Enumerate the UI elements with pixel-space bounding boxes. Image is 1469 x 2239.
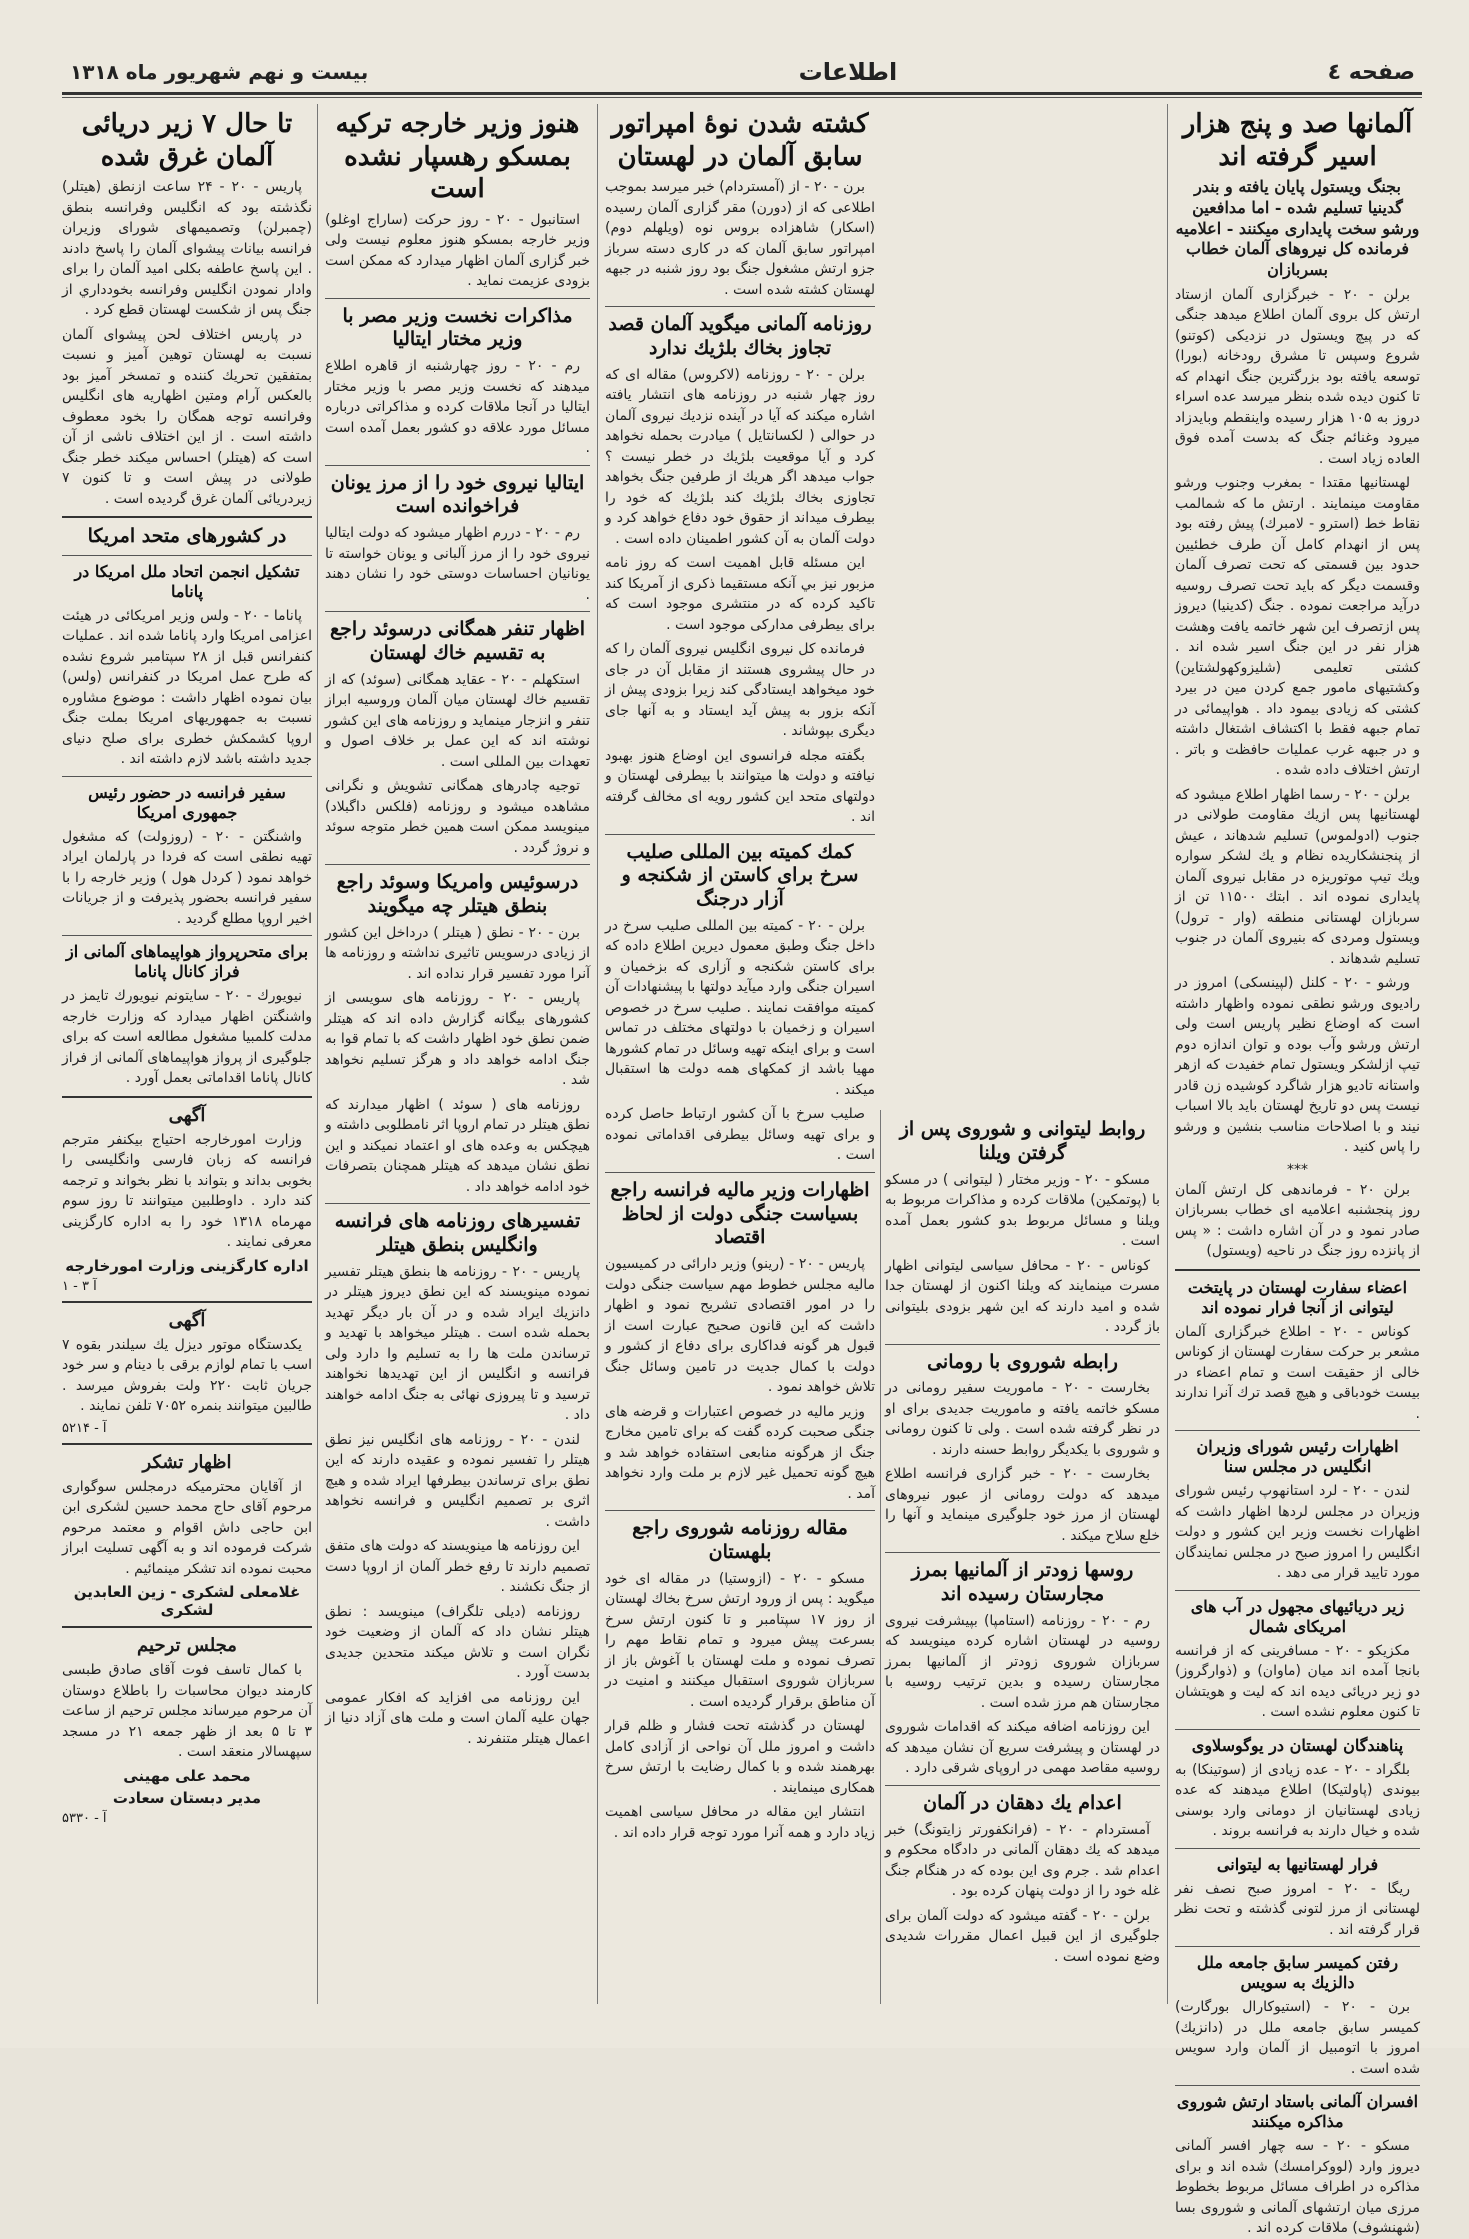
ad-number: آ - ۵۳۳۰ [62, 1810, 107, 1826]
headline-embassy: اعضاء سفارت لهستان در پايتخت ليتوانى از آنجا فرار نموده اند [1187, 1277, 1408, 1317]
column-rule [317, 104, 318, 2004]
headline-british-pm: اظهارات رئيس شوراى وزيران انگليس در مجلس سنا [1196, 1437, 1399, 1477]
divider [1175, 1848, 1420, 1849]
ad-number: آ - ۵۲۱۴ [62, 1420, 107, 1436]
headline-grandson: كشته شدن نوهٔ امپراتور سابق آلمان در لهستان [611, 109, 869, 172]
headline-belgium: روزنامه آلمانى ميگويد آلمان قصد تجاوز بخاك بلژيك ندارد [608, 313, 872, 359]
article-text: روزنامه هاى ( سوئد ) اظهار ميدارند كه نطق هيتلر در تمام اروپا اثر نامطلوبى داشته و هيچكس به وعده هاى او اعتماد نميكند و اين نطق نشان ميدهد كه هيتلر همچنان بتصرفات خود ادامه خواهد داد . [325, 1096, 590, 1195]
article-text: بلگراد - ۲۰ - عده زيادى از (سوتينكا) به بيوندى (پاولتيكا) اطلاع ميدهند كه عده زيادى لهستانيان از دومانى وارد بوسنى شده و خيال دارند به فرانسه بروند . [1175, 1761, 1420, 1840]
column-5-spacer [885, 104, 1160, 1114]
headline-lithuania: فرار لهستانيها به ليتوانى [1216, 1854, 1379, 1874]
column-rule [597, 104, 598, 2004]
article-text: برن - ۲۰ - (استيوكارال بورگارت) كميسر سابق جامعه ملل در (دانزيك) امروز با اتومبيل از آلمان وارد سويس شده است . [1175, 1999, 1420, 2077]
article-text: مسكو - ۲۰ - سه چهار افسر آلمانى ديروز وارد (لووكرامسك) شده اند و براى مذاكره در اطراف مسائل مربوط بخطوط مرزى ميان ارتشهاى آلمانى و شوروى بسا (شهنشوف) ملاقات كرده اند . [1175, 2138, 1420, 2237]
page-number: صفحه ٤ [1327, 59, 1415, 85]
ad-title: آگهى [168, 1309, 206, 1331]
subhead-prisoners: بجنگ ويستول پايان يافته و بندر گدينيا تسليم شده - اما مدافعين ورشو سخت پايدارى ميكنند - اعلاميه فرمانده كل نيروهاى آلمان خطاب بسربازان [1175, 177, 1420, 280]
headline-red-cross: كمك كميته بين المللى صليب سرخ براى كاستن از شكنجه و آزار درجنگ [621, 840, 859, 910]
column-5 [885, 104, 1160, 2004]
article-text: رم - ۲۰ - روز چهارشنبه از قاهره اطلاع ميدهند كه نخست وزير مصر با وزير مختار ايتاليا در آنجا ملاقات كرده و مذاكراتى درباره مسائل مورد علاقه دو كشور بعمل آمده است . [325, 358, 590, 456]
ad-signature: مدير دبستان سعادت [112, 1788, 262, 1807]
headline-french-finance: اظهارات وزير ماليه فرانسه راجع بسياست جنگى دولت از لحاظ اقتصاد [610, 1178, 870, 1249]
masthead-rule [62, 92, 1422, 95]
article-text: لهستانيها مقتدا - بمغرب وجنوب ورشو مقاومت مينمايند . ارتش ما كه شمالمب نقاط خط (استرو - لامبرك) پيش رفته بود پس از انهدام كامل آن طرف خطئيين حدود بين قسمتى كه تحت تصرف آلمان وقسمت ديگر كه بايد تحت تصرف روسيه درآيد مراجعت نموده . جنگ (كدينيا) ديروز پس ازتصرف اين شهر خاتمه يافت وهشت هزار نفر در اين جنگ اسير شده اند . كشتى تعليمى (شليزوكهولشتاين) وكشتيهاى مامور جمع كردن مين در بيرد كشتى كه زيادى بيمود داد . هواپيمائى در تمام جبهه فقط با اكتشاف اشتغال داشته و در جبهه غرب عمليات حافظت و باتر . ارتش اختلاف داده شده . [1175, 475, 1420, 779]
headline-commissioner: رفتن كميسر سابق جامعه ملل دالزيك به سويس [1196, 1953, 1399, 1993]
article-text: بخارست - ۲۰ - خبر گزارى فرانسه اطلاع ميدهد كه دولت رومانى از عبور نيروهاى لهستان از مرز خود جلوگيرى مينمايد و آنها را خلع سلاح ميكند . [885, 1466, 1160, 1544]
article-text: برلن - ۲۰ - خبرگزارى آلمان ازستاد ارتش كل بروى آلمان اطلاع ميدهد جنگى كه در پيچ ويستول در نزديكى (كوتنو) شروع وسپس تا مشرق رودخانه (بورا) توسعه يافته بود بزرگترين جنگ انهدام كه تا كنون ديده شده بنظر ميرسد عده اسراء دروز به ۱۰۵ هزار رسيده واينقطم وبايدزاد ميرود وغنائم جنگ كه بدست آمده فوق العاده زياد است . [1175, 286, 1420, 467]
article-text: مكزيكو - ۲۰ - مسافرينى كه از فرانسه بانجا آمده اند ميان (ماوان) و (ذوارگروز) دو زير دريائى ديده اند كه ليت و هويتشان تا كنون معلوم نشده است . [1175, 1642, 1420, 1721]
headline-submarines: زير دريائيهاى مجهول در آب هاى امريكاى شمال [1190, 1596, 1405, 1636]
article-text: مسكو - ۲۰ - (ازوستيا) در مقاله اى خود ميگويد : پس از ورود ارتش سرخ بخاك لهستان از روز ۱۷ سپتامبر و تا كنون ارتش سرخ بسرعت پيش ميرود و تمام نقاط مهم را تصرف نموده و ملت لهستان با آغوش باز از سربازان شوروى استقبال ميكنند و امنيت در آن مناطق برقرار گرديده است . [605, 1570, 875, 1710]
article-text: صليب سرخ با آن كشور ارتباط حاصل كرده و براى تهيه وسائل بيطرفى اقداماتى نموده است . [605, 1106, 875, 1164]
article-text: برلن - ۲۰ - روزنامه (لاكروس) مقاله اى كه روز چهار شنبه در روزنامه هاى انتشار يافته اشاره ميكند كه آيا در آينده نزديك نيروى آلمان در حوالى ( لكسانتايل ) ميادرت بحمله نخواهد كرد و آيا موقعيت بلژيك در خطر نيست ؟ جواب ميدهد اگر هريك از طرفين جنگ بخواهد تجاوزى بخاك بلژيك كند بلژيك كه خود را بيطرف ميداند از حقوق خود دفاع خواهد كرد و دولت آلمان به آن كشور اطمينان داده است . [605, 366, 875, 547]
divider [325, 298, 590, 299]
article-text: پاريس - ۲۰ - روزنامه هاى سويسى از كشورهاى بيگانه گزارش داده اند كه هيتلر ضمن نطق خود اظهار داشت كه با تمام قوا به جنگ ادامه خواهد داد و هرگز تسليم نخواهد شد . [325, 990, 590, 1088]
article-text: برلن - ۲۰ - رسما اظهار اطلاع ميشود كه لهستانيها پس ازيك مقاومت طولانى در جنوب (ادولموس) تسليم شدهاند ، عيش از پنجنشكاريده نظام و يك لشكر سواره ويك تيپ موتوريزه در مقابل نيروى آلمان پايدارى نموده اند . ابتك ۱۱۵۰۰ تن از سربازان لهستانى منطقه (وار - ترول) ويستول ومردى كه بنيروى آلمان در جنوب تسليم شدهاند . [1175, 786, 1421, 967]
divider [62, 1301, 312, 1303]
article-text: بگفته مجله فرانسوى اين اوضاع هنوز بهبود نيافته و دولت ها ميتوانند با بيطرفى لهستان و دولتهاى متحد اين كشور رويه اى مخالف گرفته اند . [605, 747, 875, 825]
article-text: رم - ۲۰ - دررم اظهار ميشود كه دولت ايتاليا نيروى خود را از مرز آلبانى و يونان خواسته تا يونانيان احساسات دوستى خود را نشان دهند . [325, 525, 590, 603]
article-text: ريگا - ۲۰ - امروز صبح نصف نفر لهستانى از مرز لتونى گذشته و تحت نظر قرار گرفته اند . [1175, 1880, 1420, 1938]
separator-stars: *** [1287, 1161, 1308, 1178]
article-text: كوناس - ۲۰ - محافل سياسى ليتوانى اظهار مسرت مينمايند كه ويلنا اكنون از لهستان جدا شده و اميد دارند كه اين شهر بزودى بليتوانى باز گردد . [885, 1257, 1160, 1335]
masthead [70, 52, 1415, 92]
article-text: اين مسئله قابل اهميت است كه روز نامه مزبور نيز بي آنكه مستقيما ذكرى از آمريكا كند تاكيد كرده كه در منتشرى موجود است كه براى بيطرفى مداركى موجود است . [605, 555, 875, 633]
issue-date: بیست و نهم شهریور ماه ۱۳۱۸ [70, 60, 369, 84]
headline-french-ambassador: سفير فرانسه در حضور رئيس جمهورى امريكا [88, 782, 286, 822]
headline-soviet-paper: مقاله روزنامه شوروى راجع بلهستان [632, 1517, 848, 1563]
divider [62, 1626, 312, 1628]
article-text: انتشار اين مقاله در محافل سياسى اهميت زياد دارد و همه آنرا مورد توجه قرار داده اند . [605, 1804, 875, 1841]
masthead-rule-thin [62, 97, 1422, 98]
headline-panama: تشكيل انجمن اتحاد ملل امريكا در پاناما [74, 561, 300, 601]
headline-refugees: پناهندگان لهستان در يوگوسلاوى [1191, 1735, 1404, 1755]
article-text: اين روزنامه مى افزايد كه افكار عمومى جهان عليه آلمان است و ملت هاى آزاد دنيا از اعمال هيتلر متنفرند . [325, 1689, 590, 1747]
divider [62, 555, 312, 556]
ad-title: مجلس ترحيم [137, 1635, 237, 1657]
divider [62, 1096, 312, 1098]
divider [62, 935, 312, 936]
article-text: واشنگتن - ۲۰ - (روزولت) كه مشغول تهيه نطقى است كه فردا در پارلمان ايراد خواهد نمود ( كردل هول ) وزير خارجه را با سفير فرانسه بحضور پذيرفت و از جريانات اخير اروپا مطلع گرديد . [62, 828, 312, 927]
divider [62, 776, 312, 777]
divider [325, 611, 590, 612]
headline-turkey: هنوز وزير خارجه تركيه بمسكو رهسپار نشده است [335, 109, 580, 204]
divider [885, 1344, 1160, 1345]
divider [325, 864, 590, 865]
article-text: لهستان در گذشته تحت فشار و ظلم قرار داشت و امروز ملل آن نواحى از آزادى كامل بهرهمند شده و با كمال رضايت با ارتش سرخ همكارى مينمايند . [605, 1718, 875, 1796]
article-text: برلن ۲۰ - فرماندهى كل ارتش آلمان روز پنجشنبه اعلاميه اى خطاب بسربازان صادر نمود و در آن اشاره داشت : « پس از پانزده روز جنگ در ناحيه (ويستول) [1175, 1181, 1420, 1260]
divider [885, 1785, 1160, 1786]
headline-italy-greece: ايتاليا نيروى خود را از مرز يونان فراخوانده است [330, 471, 585, 518]
ad-signature: محمد على مهينى [123, 1766, 251, 1785]
article-text: لندن - ۲۰ - روزنامه هاى انگليس نيز نطق هيتلر را تفسير نموده و عقيده دارند كه اين نطق براى ترساندن بيطرفها ايراد شده و هيچ اثرى بر تصميم انگليس و فرانسه نخواهد داشت . [325, 1431, 590, 1530]
article-text: نيويورك - ۲۰ - سايتونم نيويورك تايمز در واشنگتن اظهار ميدارد كه وزارت خارجه مدلت كلمبيا مشغول مطالعه است كه براى جلوگيرى از پرواز هواپيماهاى آلمانى از فراز كانال پاناما اقداماتى بعمل آورد . [62, 988, 312, 1087]
headline-sweden: اظهار تنفر همگانى درسوئد راجع به تقسيم خاك لهستان [329, 618, 586, 664]
article-text: اين روزنامه ها مينويسند كه دولت هاى متفق تصميم دارند تا رفع خطر آلمان از اروپا دست از جنگ نكشند . [325, 1538, 590, 1595]
divider [605, 1172, 875, 1173]
divider [1175, 1590, 1420, 1591]
headline-panama-canal: براى متحرپرواز هواپيماهاى آلمانى از فراز كانال پاناما [65, 942, 309, 982]
divider [1175, 1729, 1420, 1730]
headline-hungary-border: روسها زودتر از آلمانيها بمرز مجارستان رسيده اند [911, 1559, 1134, 1605]
article-text: پاريس - ۲۰ - روزنامه ها بنطق هيتلر تفسير نموده مينويسند كه اين نطق ديروز هيتلر در دانزيك ايراد شده و در آن بار ديگر تهديد بحمله شده است . هيتلر ميخواهد با تهديد و ترساندن ملت ها را به تسليم وا دارد ولى فرانسه و انگليس از اين تهديدها نخواهند ترسيد و تا پيروزى نهائى به جنگ ادامه خواهند داد . [325, 1263, 590, 1423]
divider [1175, 1269, 1420, 1271]
ad-title: اظهار تشكر [142, 1451, 232, 1473]
divider [325, 1203, 590, 1204]
article-text: بخارست - ۲۰ - ماموريت سفير رومانى در مسكو خاتمه يافته و ماموريت جديدى براى او در نظر گرفته شده است . ولى تا كنون رومانى و شوروى با يكديگر روابط حسنه دارند . [885, 1380, 1160, 1458]
divider [62, 516, 312, 518]
column-rule [1167, 104, 1168, 2004]
column-2 [605, 104, 875, 2004]
column-rule [880, 1110, 881, 2004]
section-heading-usa: در كشورهاى متحد امريكا [87, 525, 287, 547]
headline-lithuania-soviet: روابط ليتوانى و شوروى پس از گرفتن ويلنا [899, 1118, 1146, 1164]
article-text: وزير ماليه در خصوص اعتبارات و قرضه هاى جنگى صحبت كرده گفت كه براى تامين مخارج جنگ از هرگونه منابعى استفاده خواهد شد و هيچ گونه تحميل غير لازم بر ملت وارد نخواهد آمد . [605, 1403, 875, 1502]
divider [1175, 2085, 1420, 2086]
article-text: مسكو - ۲۰ - وزير مختار ( ليتوانى ) در مسكو با (پوتمكين) ملاقات كرده و مذاكرات مربوط به ويلنا و مسائل مربوط بدو كشور بعمل آمده است . [885, 1171, 1160, 1249]
ad-signature: اداره كارگزينى وزارت امورخارجه [65, 1256, 309, 1275]
headline-execution: اعدام يك دهقان در آلمان [923, 1791, 1122, 1814]
article-text: برلن - ۲۰ - كميته بين المللى صليب سرخ در داخل جنگ وطبق معمول ديرين اطلاع داده كه براى كاستن شكنجه و آزارى كه بزخميان و اسيران جنگى وارد ميآيد دولتها با پيشنهادات آن كميته موافقت نمايند . صليب سرخ در خصوص اسيران و زخميان با دولتهاى مختلف در تماس است و براى اينكه تهيه وسائل در تمام كشورها مهيا باشد از كمكهاى همه دولت ها استقبال ميكند . [605, 917, 875, 1098]
ad-text: از آقايان محترميكه درمجلس سوگوارى مرحوم آقاى حاج محمد حسين لشكرى ابن ابن حاجى داش اقوام و معتمد مرحوم شركت فرموده اند و به آگهى تسليت ابراز محبت نموده اند تشكر مينمائيم . [62, 1478, 312, 1577]
divider [605, 834, 875, 835]
ad-number: آ ۳ - ۱ [62, 1278, 97, 1294]
divider [605, 306, 875, 307]
article-text: استكهلم - ۲۰ - عقايد همگانى (سوئد) كه از تقسيم خاك لهستان ميان آلمان وروسيه ابراز تنفر و انزجار مينمايد و روزنامه هاى اين كشور نوشته اند كه اين عمل بر خلاف اصول و تعهدات بين المللى است . [325, 671, 590, 770]
headline-prisoners: آلمانها صد و پنج هزار اسیر گرفته اند [1182, 109, 1413, 172]
column-1 [1175, 104, 1421, 2237]
divider [885, 1552, 1160, 1553]
headline-hitler-speech: درسوئيس وامريكا وسوئد راجع بنطق هيتلر چه ميگويند [336, 871, 579, 917]
ad-text: يكدستگاه موتور ديزل يك سيلندر بقوه ۷ اسب با تمام لوازم برقى با دينام و سر خود جريان ثابت ۲۲۰ ولت بفروش ميرسد . طالبين ميتوانند بنمره ۷۰۵۲ تلفن نمايند . [62, 1336, 313, 1415]
ad-title: آگهى [168, 1104, 206, 1126]
article-text: در پاريس اختلاف لحن پيشواى آلمان نسبت به لهستان توهين آميز و نسبت بمتفقين تحريك كننده و تمسخر آميز بود بالعكس آرام ومتين اظهاريه هاى انگليس وفرانسه توجه همگان را بخود معطوف داشته است . از اين اختلاف ناشى از آن است كه (هيتلر) احساس ميكند خطر جنگ طولانى در پيش است و تا كنون ۷ زيردريائى آلمان غرق گرديده است . [62, 326, 312, 507]
column-3 [325, 104, 590, 2004]
article-text: پاريس - ۲۰ - ۲۴ ساعت ازنطق (هيتلر) نگذشته بود كه انگليس وفرانسه بنطق (چمبرلن) وتصميمهاى شوراى وزيران فرانسه بيانات پيشواى آلمان را پاسخ دادند . اين پاسخ عاطفه بكلى اميد آلمان را براى وادار نمودن انگليس وفرانسه بخودداري از جنگ پس از شكست لهستان قطع كرد . [62, 179, 312, 318]
divider [325, 465, 590, 466]
article-text: توجيه چادرهاى همگانى تشويش و نگرانى مشاهده ميشود و روزنامه (فلكس داگبلاد) مينويسد ممكن است همين خطر متوجه سوئد و نروژ گردد . [325, 778, 590, 856]
headline-officers: افسران آلمانى باستاد ارتش شوروى مذاكره ميكنند [1176, 2092, 1419, 2132]
article-text: برلن - ۲۰ - گفته ميشود كه دولت آلمان براى جلوگيرى از اين قبيل اعمال مقررات شديدى وضع نموده است . [885, 1907, 1160, 1965]
article-text: روزنامه (ديلى تلگراف) مينويسد : نطق هيتلر نشان داد كه آلمان از وضعيت خود نگران است و تلاش ميكند متحدين جديدى بدست آورد . [325, 1603, 590, 1681]
article-text: ورشو - ۲۰ - كلنل (لپينسكى) امروز در راديوى ورشو نطقى نموده واظهار داشته است كه اوضاع نظير پاريس است ولى ارتش ورشو وآب بوده و توان اندازه دوم تيپ ازلشكر ويستول تمام خفيدت كه ازهر واستانه تاديو هزار شاگرد كوشيده زن قادر نيست پس دو تاريخ لهستان بايد بالا اسباب نيند و با اصلاحات مناسب بنشين و ورشو را پاس كنيد . [1175, 975, 1420, 1156]
article-text: آمستردام - ۲۰ - (فرانكفورتر زايتونگ) خبر ميدهد كه يك دهقان آلمانى در دادگاه محكوم و اعدام شد . جرم وى اين بوده كه در هنگام جنگ غله خود را از دولت پنهان كرده بود . [885, 1821, 1160, 1899]
column-4 [62, 104, 312, 2004]
article-text: پاريس - ۲۰ - (رينو) وزير دارائى در كميسيون ماليه مجلس خطوط مهم سياست جنگى دولت را در امور اقتصادى تشريح نمود و اظهار داشت كه اين قانون صحيح عبارت است از قبول هر گونه فداكارى براى دفاع از كشور و دولت با كمال جديت در تامين وسائل جنگ تلاش خواهد نمود . [605, 1256, 875, 1395]
article-text: اين روزنامه اضافه ميكند كه اقدامات شوروى در لهستان و پيشرفت سريع آن نشان ميدهد كه روسيه مقاصد مهمى در اروپاى شرقى دارد . [885, 1719, 1160, 1777]
article-text: فرمانده كل نيروى انگليس نيروى آلمان را كه در حال پيشروى هستند از مقابل آن در جاى خود ميخواهد ايستادگى كند زيرا بزودى پيش از آنكه بزور به پيش آيد ايستاد و به آنها جاى ديگرى بپوشاند . [605, 641, 875, 739]
divider [62, 1443, 312, 1445]
article-text: كوناس - ۲۰ - اطلاع خبرگزارى آلمان مشعر بر حركت سفارت لهستان از كوناس خالى از حقيقت است و تمام اعضاء در بيست خودباقى و هيچ قصد ترك آنرا ندارند . [1175, 1323, 1420, 1422]
headline-egypt: مذاكرات نخست وزير مصر با وزير مختار ايتاليا [342, 304, 573, 351]
divider [1175, 1946, 1420, 1947]
paper-name: اطلاعات [798, 58, 898, 86]
divider [1175, 1430, 1420, 1431]
article-text: برن - ۲۰ - نطق ( هيتلر ) درداخل اين كشور از زيادى درسويس تاثيرى نداشته و روزنامه ها آنرا مورد تفسير قرار نداده اند . [325, 924, 590, 982]
headline-press-commentary: تفسيرهاى روزنامه هاى فرانسه وانگليس بنطق هيتلر [334, 1210, 581, 1256]
headline-u-boats: تا حال ۷ زير دريائى آلمان غرق شده [81, 109, 293, 172]
article-text: استانبول - ۲۰ - روز حركت (ساراج اوغلو) وزير خارجه بمسكو هنوز معلوم نيست ولى خبر گزارى آلمان اظهار ميدارد كه ممكن است بزودى عزيمت نمايد . [325, 211, 590, 289]
ad-text: با كمال تاسف فوت آقاى صادق طبسى كارمند ديوان محاسبات را باطلاع دوستان آن مرحوم ميرساند مجلس ترحيم از ساعت ۳ تا ۵ بعد از ظهر جمعه ۲۱ در مسجد سپهسالار منعقد است . [62, 1662, 312, 1761]
article-text: رم - ۲۰ - روزنامه (استامپا) بپيشرفت نيروى روسيه در لهستان اشاره كرده مينويسد كه سربازان شوروى زودتر از آلمانيها بمرز مجارستان رسيده و بدين ترتيب روسيه با مجارستان هم مرز شده است . [885, 1612, 1160, 1711]
ad-text: وزارت امورخارجه احتياج بيكنفر مترجم فرانسه كه زبان فارسى وانگليسى را بخوبى بداند و بتواند با نظر بخواند و ترجمه كند دارد . داوطلبين ميتوانند تا روز سوم مهرماه ۱۳۱۸ خود را به اداره كارگزينى معرفى نمايند . [62, 1131, 313, 1251]
article-text: برن - ۲۰ - از (آمستردام) خبر ميرسد بموجب اطلاعى كه از (دورن) مقر گزارى آلمان رسيده (اسكار) شاهزاده بروس نوه (ويلهلم دوم) امپراتور سابق آلمان كه در كارى دسته سرباز جزو ارتش مشغول جنگ بود روز شنبه در جبهه لهستان كشته شده است . [605, 179, 875, 298]
ad-signature: غلامعلى لشكرى - زين العابدين لشكرى [73, 1583, 301, 1620]
divider [605, 1510, 875, 1511]
headline-romania: رابطه شوروى با رومانى [927, 1350, 1118, 1373]
article-text: لندن - ۲۰ - لرد استانهوپ رئيس شوراى وزيران در مجلس لردها اظهار داشت كه اظهارات نخست وزير اين كشور و دولت انگليس را امروز صبح در مجلس نمايندگان مورد تاييد قرار مى دهد . [1175, 1483, 1420, 1582]
article-text: پاناما - ۲۰ - ولس وزير امريكائى در هيئت اعزامى امريكا وارد پاناما شده اند . عمليات كنفرانس قبل از ۲۸ سپتامبر شروع نشده كه طرح عمل امريكا در كنفرانس (ولس) بيان نموده اظهار داشت : موضوع مشاوره نسبت به جمهوريهاى امريكا بملت جنگ اروپا كشمكش خطرى براى صلح دنياى جديد داشته باشد لازم داشته اند . [62, 607, 312, 768]
